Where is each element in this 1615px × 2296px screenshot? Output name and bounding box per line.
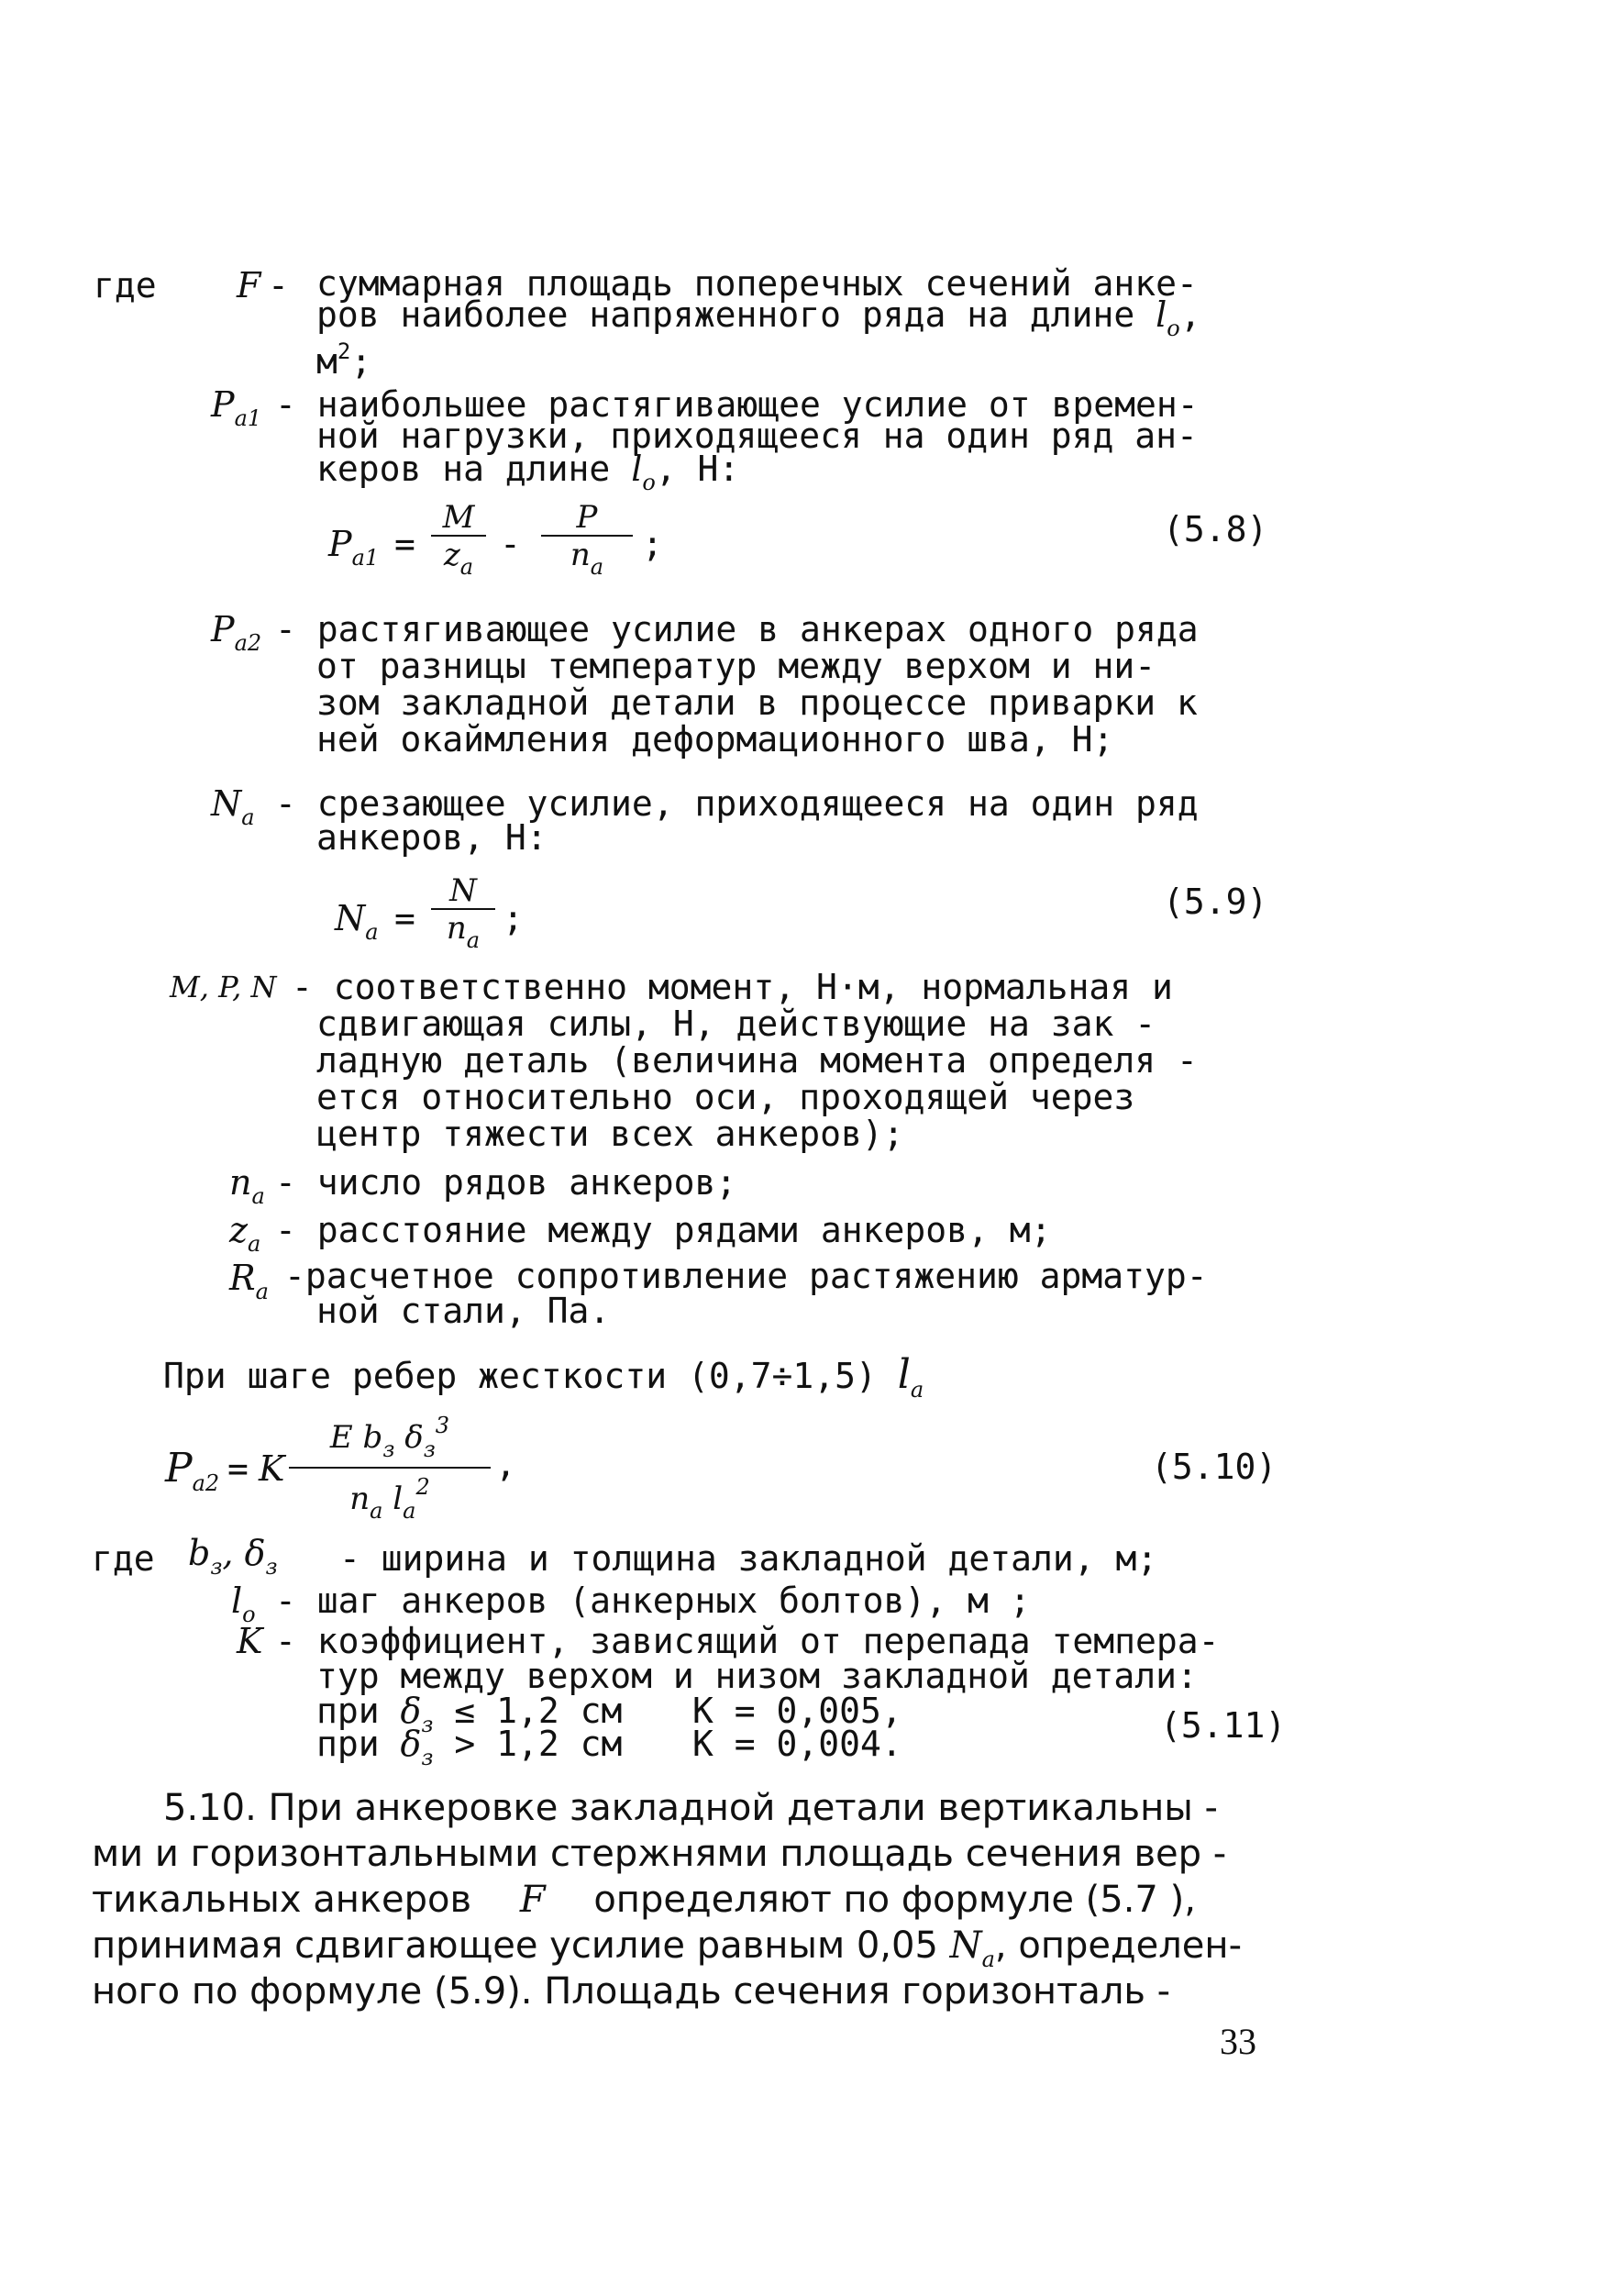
text-line: -расчетное сопротивление растяжению арматур-: [284, 1256, 1208, 1296]
eq58-semicolon: ;: [642, 524, 663, 564]
symbol-za: $z_a$: [229, 1210, 261, 1257]
text-line: - коэффициент, зависящий от перепада темпера-: [275, 1621, 1220, 1661]
text-line: - соответственно момент, Н·м, нормальная и: [292, 967, 1173, 1007]
page-number: 33: [1220, 2021, 1256, 2062]
paragraph-line: 5.10. При анкеровке закладной детали вертикальны -: [163, 1787, 1218, 1829]
dash: -: [268, 265, 289, 305]
text-line: K = 0,004.: [692, 1724, 902, 1764]
eq510-K: K: [259, 1448, 285, 1489]
eq58-fraction-2: P $n_a$: [541, 500, 633, 585]
text-line: - наибольшее растягивающее усилие от времен-: [275, 384, 1199, 425]
text-line: ров наиболее напряженного ряда на длине $l_o$,: [316, 294, 1201, 341]
text-line: от разницы температур между верхом и ни-: [316, 646, 1156, 686]
text-line: керов на длине $l_o$, Н:: [316, 449, 740, 495]
eq58-number: (5.8): [1163, 509, 1268, 549]
symbol-MPN: M, P, N: [170, 970, 277, 1004]
symbol-Pa2: $P_{a2}$: [211, 609, 262, 656]
text-line: ней окаймления деформационного шва, Н;: [316, 719, 1114, 760]
text-line: - срезающее усилие, приходящееся на один ряд: [275, 783, 1199, 824]
text-line: - ширина и толщина закладной детали, м;: [339, 1538, 1158, 1579]
eq510-equals: =: [227, 1448, 249, 1489]
text-line: - число рядов анкеров;: [275, 1162, 737, 1203]
eq59-semicolon: ;: [503, 898, 524, 938]
symbol-Ra: $R_a$: [229, 1258, 269, 1304]
text-line: При шаге ребер жесткости (0,7÷1,5) $l_a$: [163, 1351, 924, 1403]
text-line: при $\delta_з > 1,2$ см: [316, 1724, 623, 1770]
symbol-b-delta: $b_з$, $\delta_з$: [188, 1533, 278, 1580]
eq58-lhs: $P_{a1}$: [328, 524, 380, 571]
text-line: ется относительно оси, проходящей через: [316, 1077, 1135, 1117]
eq510-lhs: $P_{a2}$: [165, 1445, 220, 1496]
text-line: ладную деталь (величина момента определя -: [316, 1040, 1198, 1081]
symbol-lo: $l_o$: [231, 1581, 256, 1627]
text-line: центр тяжести всех анкеров);: [316, 1114, 904, 1154]
text-line: при $\delta_з \le 1,2$ см: [316, 1691, 623, 1737]
eq59-lhs: $N_a$: [335, 898, 379, 945]
text-line: суммарная площадь поперечных сечений анке-: [316, 263, 1198, 304]
eq58-equals: =: [394, 524, 415, 564]
paragraph-line: ного по формуле (5.9). Площадь сечения горизонталь -: [92, 1970, 1171, 2013]
eq510-number: (5.10): [1151, 1447, 1278, 1487]
eq511-number: (5.11): [1160, 1705, 1287, 1746]
symbol-na: $n_a$: [229, 1162, 265, 1209]
symbol-Pa1: $P_{a1}$: [211, 384, 262, 431]
text-line: - растягивающее усилие в анкерах одного ряда: [275, 609, 1199, 649]
paragraph-line: тикальных анкеров F определяют по формуле (5.7 ),: [92, 1879, 1196, 1921]
text-line: тур между верхом и низом закладной детали:: [316, 1656, 1198, 1696]
eq510-fraction: E $b_з$ $\delta_з^3$ $n_a$ $l_a^2$: [289, 1408, 491, 1529]
symbol-K: K: [237, 1621, 263, 1661]
text-line: $м^2$;: [316, 338, 372, 382]
eq58-fraction-1: M $z_a$: [431, 500, 486, 585]
text-line: зом закладной детали в процессе приварки к: [316, 682, 1198, 723]
symbol-F: F: [237, 265, 261, 305]
eq59-number: (5.9): [1163, 882, 1268, 922]
where-label: где: [94, 265, 157, 305]
symbol-Na: $N_a$: [211, 783, 255, 830]
paragraph-line: принимая сдвигающее усилие равным 0,05 $N_a$, определен-: [92, 1924, 1243, 1972]
eq59-equals: =: [394, 898, 415, 938]
text-line: сдвигающая силы, Н, действующие на зак -: [316, 1004, 1156, 1044]
paragraph-line: ми и горизонтальными стержнями площадь сечения вер -: [92, 1833, 1227, 1875]
text-line: анкеров, Н:: [316, 817, 548, 858]
text-line: - расстояние между рядами анкеров, м;: [275, 1210, 1052, 1250]
eq59-fraction: N $n_a$: [431, 873, 495, 959]
text-line: K = 0,005,: [692, 1691, 902, 1731]
eq58-minus: -: [500, 524, 521, 564]
where-label: где: [92, 1538, 155, 1579]
eq510-comma: ,: [495, 1444, 516, 1484]
text-line: ной нагрузки, приходящееся на один ряд ан-: [316, 416, 1198, 456]
text-line: ной стали, Па.: [316, 1291, 611, 1331]
text-line: - шаг анкеров (анкерных болтов), м ;: [275, 1581, 1031, 1621]
